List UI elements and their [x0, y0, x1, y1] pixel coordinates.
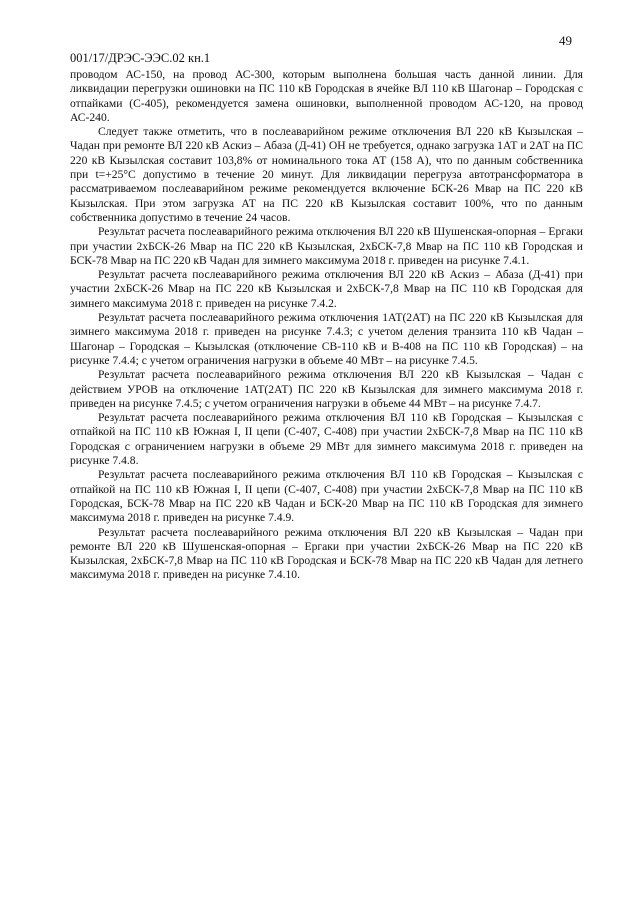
paragraph-result-7-4-8: Результат расчета послеаварийного режима отключения ВЛ 110 кВ Городская – Кызылская с отпайкой на ПС 110 кВ Южная I, II цепи (С-407, С-408) при участии 2хБСК-7,8 Мвар на ПС 110 кВ Городская с ограничением нагрузки в объеме 29 МВт для зимнего максимума 2018 г. приведен на рисунке 7.4.8.: [70, 411, 583, 468]
page-number: 49: [559, 33, 572, 48]
paragraph-overload-note: Следует также отметить, что в послеаварийном режиме отключения ВЛ 220 кВ Кызылская – Чадан при ремонте ВЛ 220 кВ Аскиз – Абаза (Д-41) ОН не требуется, однако загрузка 1АТ и 2АТ на ПС 220 кВ Кызылская составит 103,8% от номинального тока АТ (158 А), что по данным собственника при t=+25°С допустимо в течение 20 минут. Для ликвидации перегруза автотрансформатора в рассматриваемом послеаварийном режиме рекомендуется включение БСК-26 Мвар на ПС 220 кВ Кызылская. При этом загрузка АТ на ПС 220 кВ Кызылская составит 100%, что по данным собственника допустимо в течение 24 часов.: [70, 125, 583, 224]
paragraph-result-7-4-10: Результат расчета послеаварийного режима отключения ВЛ 220 кВ Кызылская – Чадан при ремонте ВЛ 220 кВ Шушенская-опорная – Ергаки при участии 2хБСК-26 Мвар на ПС 220 кВ Кызылская, 2хБСК-7,8 Мвар на ПС 110 кВ Городская и БСК-78 Мвар на ПС 220 кВ Чадан для летнего максимума 2018 г. приведен на рисунке 7.4.10.: [70, 525, 583, 582]
paragraph-result-7-4-9: Результат расчета послеаварийного режима отключения ВЛ 110 кВ Городская – Кызылская с отпайкой на ПС 110 кВ Южная I, II цепи (С-407, С-408) при участии 2хБСК-7,8 Мвар на ПС 110 кВ Городская, БСК-78 Мвар на ПС 220 кВ Чадан и БСК-20 Мвар на ПС 110 кВ Городская для зимнего максимума 2018 г. приведен на рисунке 7.4.9.: [70, 468, 583, 525]
paragraph-result-7-4-2: Результат расчета послеаварийного режима отключения ВЛ 220 кВ Аскиз – Абаза (Д-41) при участии 2хБСК-26 Мвар на ПС 220 кВ Кызылская и 2хБСК-7,8 Мвар на ПС 110 кВ Городская для зимнего максимума 2018 г. приведен на рисунке 7.4.2.: [70, 268, 583, 310]
paragraph-result-7-4-3: Результат расчета послеаварийного режима отключения 1АТ(2АТ) на ПС 220 кВ Кызылская для зимнего максимума 2018 г. приведен на рисунке 7.4.3; с учетом деления транзита 110 кВ Чадан – Шагонар – Городская – Кызылская (отключение СВ-110 кВ и В-408 на ПС 110 кВ Городская) – на рисунке 7.4.4; с учетом ограничения нагрузки в объеме 40 МВт – на рисунке 7.4.5.: [70, 311, 583, 367]
body-text: [70, 68, 583, 583]
paragraph-result-7-4-1: Результат расчета послеаварийного режима отключения ВЛ 220 кВ Шушенская-опорная – Ергаки при участии 2хБСК-26 Мвар на ПС 220 кВ Кызылская, 2хБСК-7,8 Мвар на ПС 110 кВ Городская и БСК-78 Мвар на ПС 220 кВ Чадан для зимнего максимума 2018 г. приведен на рисунке 7.4.1.: [70, 225, 583, 267]
paragraph-result-7-4-5: Результат расчета послеаварийного режима отключения ВЛ 220 кВ Кызылская – Чадан с действием УРОВ на отключение 1АТ(2АТ) ПС 220 кВ Кызылская для зимнего максимума 2018 г. приведен на рисунке 7.4.5; с учетом ограничения нагрузки в объеме 44 МВт – на рисунке 7.4.7.: [70, 368, 583, 410]
paragraph-continuation: проводом АС-150, на провод АС-300, которым выполнена большая часть данной линии. Для ликвидации перегрузки ошиновки на ПС 110 кВ Городская в ячейке ВЛ 110 кВ Шагонар – Городская с отпайками (С-405), рекомендуется замена ошиновки, выполненной проводом АС-120, на провод АС-240.: [70, 68, 583, 124]
document-code: 001/17/ДРЭС-ЭЭС.02 кн.1: [70, 51, 211, 65]
